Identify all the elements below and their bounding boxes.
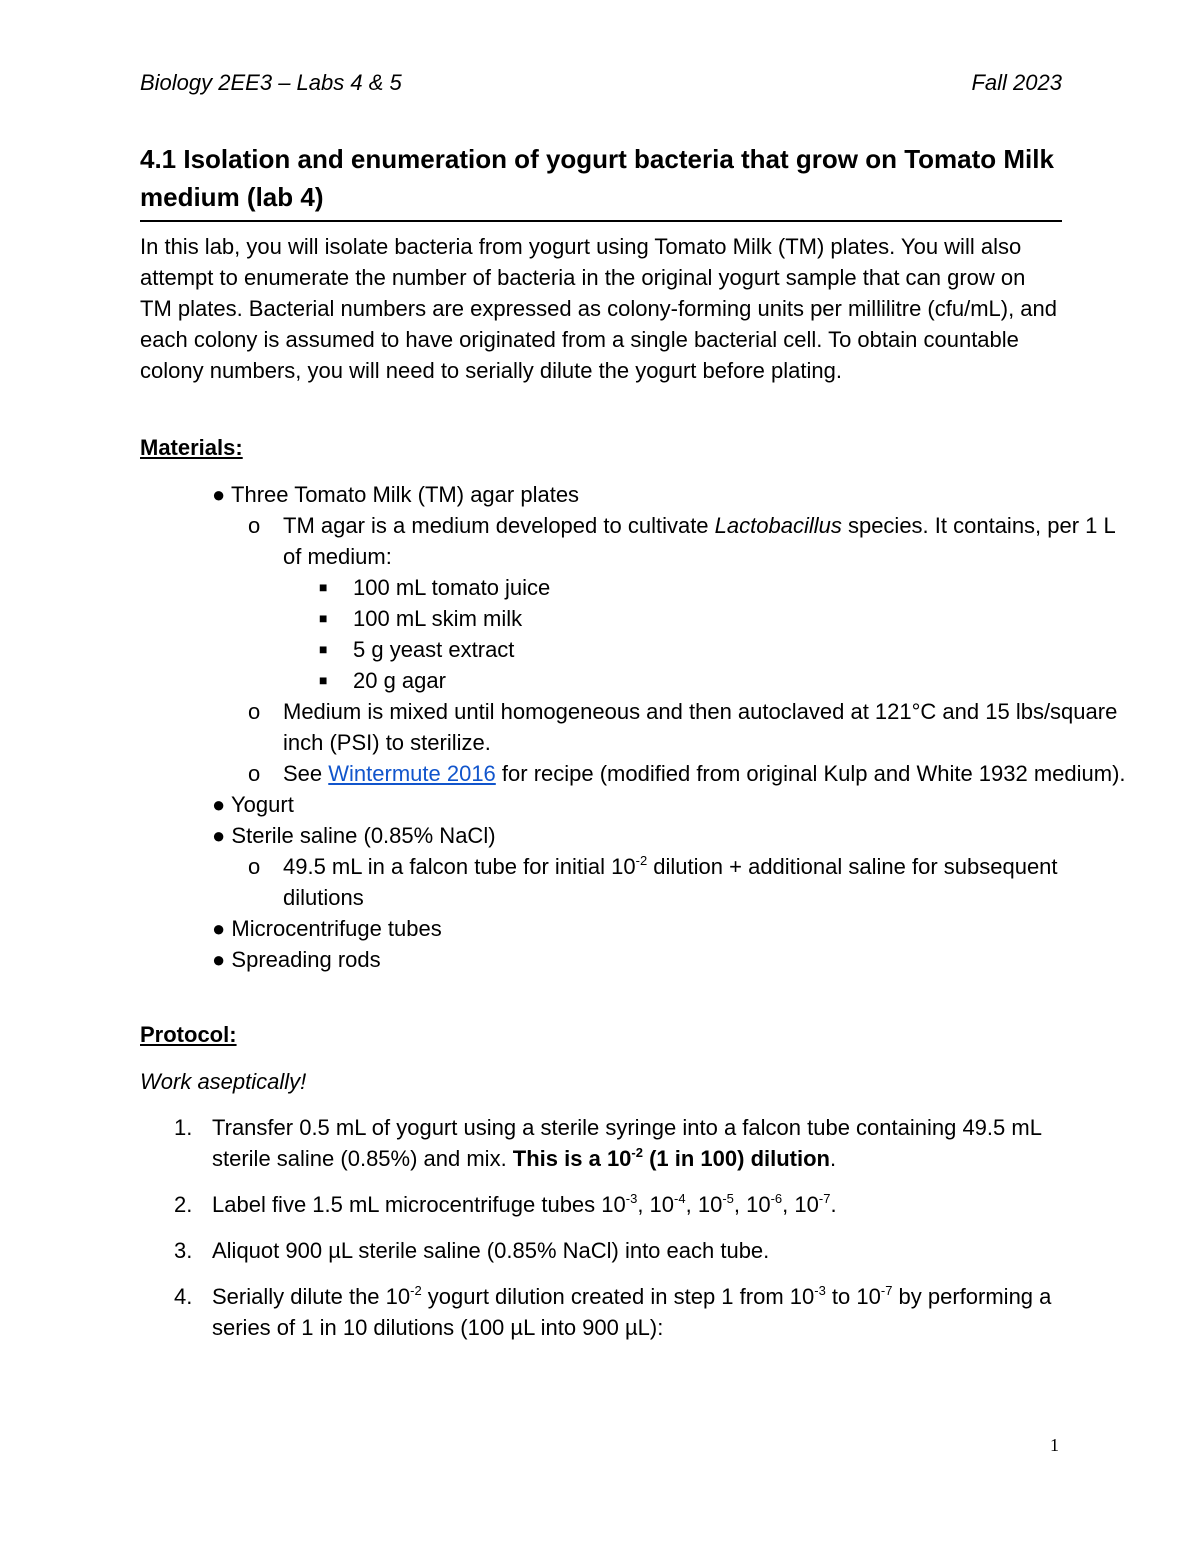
header-course: Biology 2EE3 – Labs 4 & 5 bbox=[140, 70, 402, 95]
wintermute-link[interactable]: Wintermute 2016 bbox=[328, 761, 496, 786]
materials-heading: Materials: bbox=[140, 435, 243, 460]
square-marker: ■ bbox=[319, 579, 328, 595]
bullet-marker: ● bbox=[212, 792, 226, 817]
work-note: Work aseptically! bbox=[140, 1069, 307, 1094]
header-term: Fall 2023 bbox=[971, 70, 1062, 95]
materials-list bbox=[140, 479, 1134, 975]
ingredient-item: ■ 100 mL skim milk bbox=[140, 603, 1134, 634]
bullet-marker: ● bbox=[212, 916, 226, 941]
page-header bbox=[140, 70, 1062, 96]
square-marker: ■ bbox=[319, 672, 328, 688]
list-item: o See Wintermute 2016 for recipe (modified from original Kulp and White 1932 medium). bbox=[140, 758, 1134, 789]
step-number: 2. bbox=[174, 1192, 193, 1217]
page-number: 1 bbox=[1050, 1435, 1059, 1455]
protocol-step: 1. Transfer 0.5 mL of yogurt using a sterile syringe into a falcon tube containing 49.5 mL sterile saline (0.85%) and mix. This is a $10^{-2}$ (1 in 100) dilution. bbox=[140, 1112, 1062, 1174]
list-item: ● Three Tomato Milk (TM) agar plates o TM agar is a medium developed to cultivate Lactobacillus species. It contains, per 1 L of medium: ■ 100 mL tomato juice ■ 100 mL skim milk ■ 5 g yeast extract ■ 20 g agar o Medium is mixed until homogeneous and then autoclaved at 121°C and 15 lbs/square inch (PSI) to sterilize. o See Wintermute 2016 for recipe (modified from original Kulp and White 1932 medium). bbox=[212, 479, 1134, 789]
list-item: o TM agar is a medium developed to cultivate Lactobacillus species. It contains, per 1 L of medium: ■ 100 mL tomato juice ■ 100 mL skim milk ■ 5 g yeast extract ■ 20 g agar bbox=[140, 510, 1134, 696]
document-page bbox=[140, 0, 1126, 1553]
protocol-steps bbox=[140, 1112, 1062, 1358]
section-title: 4.1 Isolation and enumeration of yogurt bacteria that grow on Tomato Milk medium (lab 4) bbox=[140, 140, 1062, 222]
square-marker: ■ bbox=[319, 641, 328, 657]
square-marker: ■ bbox=[319, 610, 328, 626]
step-number: 1. bbox=[174, 1115, 193, 1140]
list-item: ● Yogurt bbox=[212, 792, 294, 817]
circle-marker: o bbox=[248, 761, 261, 786]
list-item: o 49.5 mL in a falcon tube for initial $10^{-2}$ dilution + additional saline for subsequent dilutions bbox=[248, 853, 1058, 910]
list-item: ● Sterile saline (0.85% NaCl) o 49.5 mL in a falcon tube for initial $10^{-2}$ dilution + additional saline for subsequent dilutions bbox=[212, 820, 1134, 913]
protocol-step: 3. Aliquot 900 µL sterile saline (0.85% NaCl) into each tube. bbox=[140, 1235, 1062, 1266]
ingredient-item: ■ 5 g yeast extract bbox=[140, 634, 1134, 665]
bullet-marker: ● bbox=[212, 482, 226, 507]
circle-marker: o bbox=[248, 854, 261, 879]
bullet-marker: ● bbox=[212, 823, 226, 848]
species-name: Lactobacillus bbox=[714, 513, 842, 538]
bullet-marker: ● bbox=[212, 947, 226, 972]
ingredient-item: ■ 100 mL tomato juice bbox=[140, 572, 1134, 603]
step-number: 4. bbox=[174, 1284, 193, 1309]
circle-marker: o bbox=[248, 513, 261, 538]
protocol-step: 4. Serially dilute the $10^{-2}$ yogurt dilution created in step 1 from $10^{-3}$ to $10^{-7}$ by performing a series of 1 in 10 dilutions (100 µL into 900 µL): bbox=[174, 1283, 1052, 1340]
circle-marker: o bbox=[248, 699, 261, 724]
list-item: ● Microcentrifuge tubes bbox=[212, 916, 442, 941]
protocol-heading: Protocol: bbox=[140, 1022, 237, 1047]
step-number: 3. bbox=[174, 1238, 193, 1263]
protocol-step: 2. Label five 1.5 mL microcentrifuge tubes $10^{-3}$, $10^{-4}$, $10^{-5}$, $10^{-6}$, $10^{-7}$. bbox=[140, 1189, 1062, 1220]
list-item: o Medium is mixed until homogeneous and then autoclaved at 121°C and 15 lbs/square inch (PSI) to sterilize. bbox=[140, 696, 1134, 758]
list-item: ● Spreading rods bbox=[212, 947, 381, 972]
intro-paragraph: In this lab, you will isolate bacteria from yogurt using Tomato Milk (TM) plates. You will also attempt to enumerate the number of bacteria in the original yogurt sample that can grow on TM plates. Bacterial numbers are expressed as colony-forming units per millilitre (cfu/mL), and each colony is assumed to have originated from a single bacterial cell. To obtain countable colony numbers, you will need to serially dilute the yogurt before plating. bbox=[140, 234, 1058, 383]
ingredient-item: ■ 20 g agar bbox=[140, 665, 1134, 696]
